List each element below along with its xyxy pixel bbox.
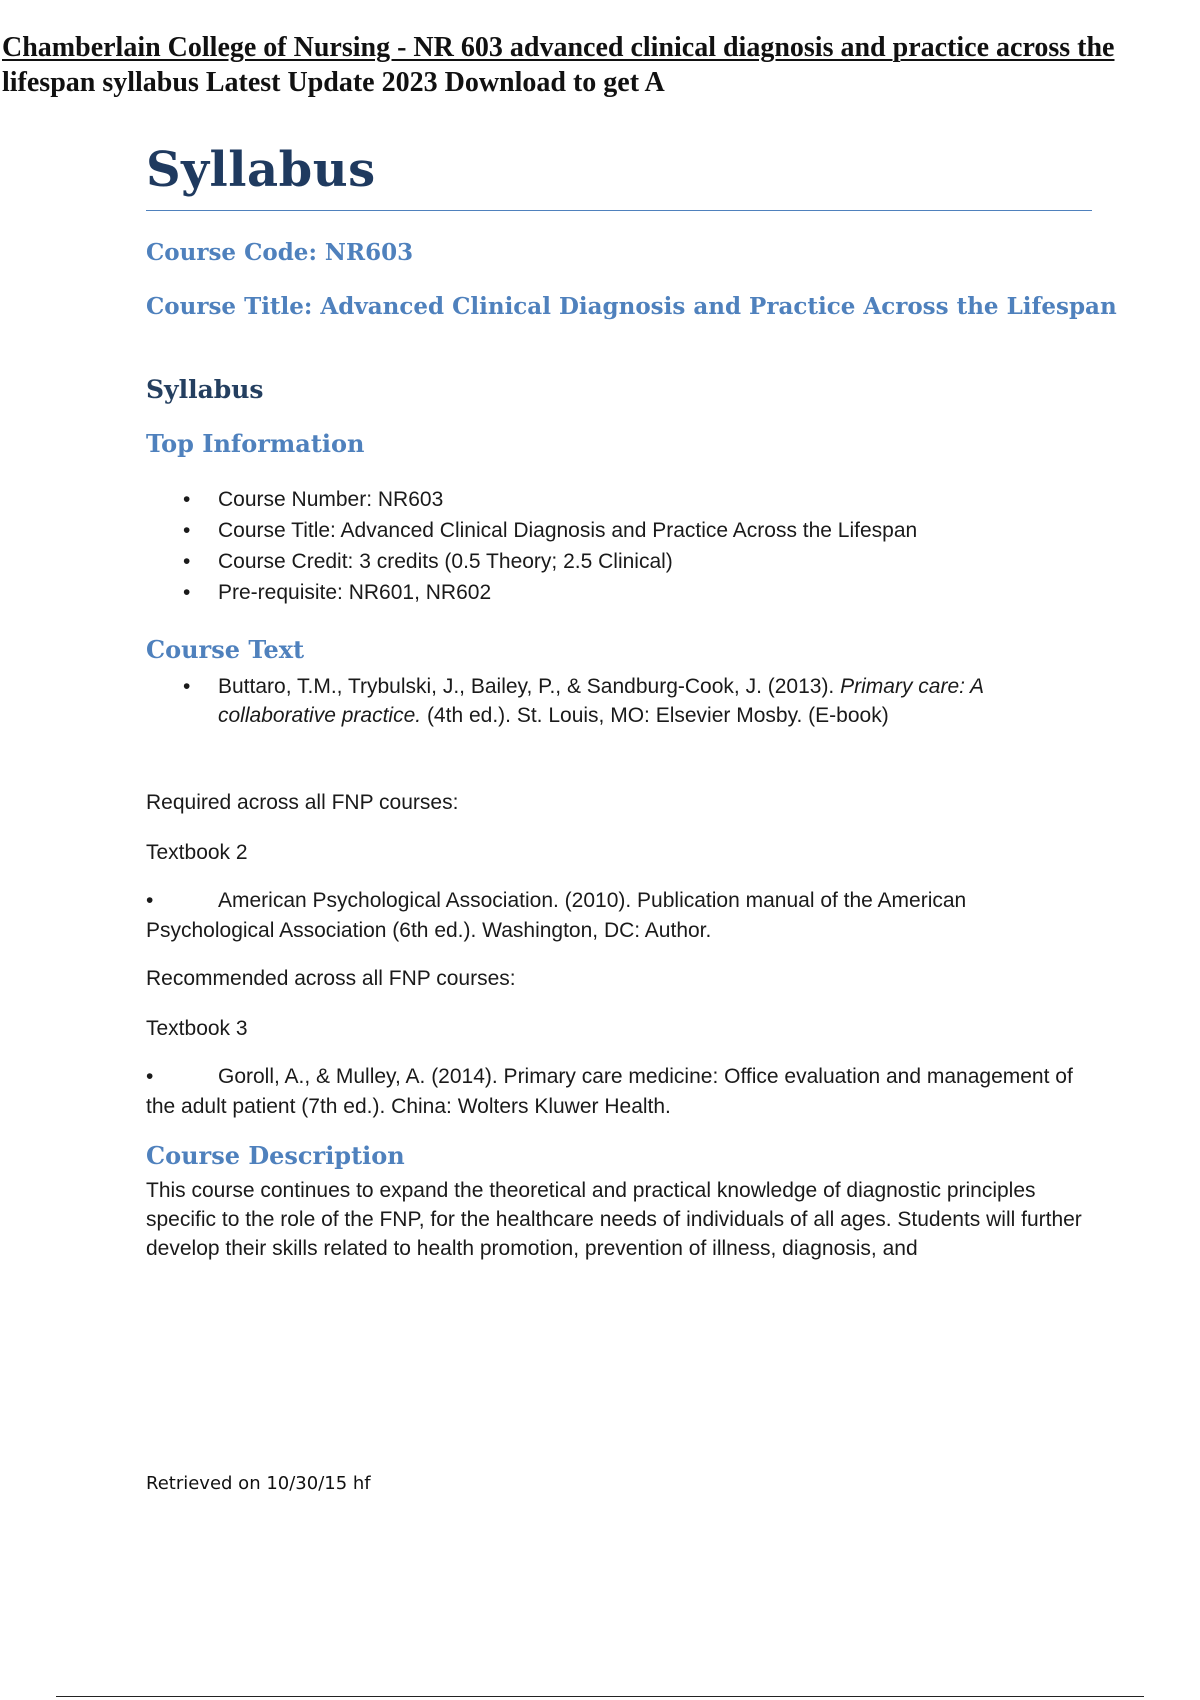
- list-item: [146, 672, 1092, 730]
- citation-prefix: Buttaro, T.M., Trybulski, J., Bailey, P., & Sandburg-Cook, J. (2013).: [218, 675, 841, 698]
- list-item: [146, 546, 1092, 577]
- course-description-text: This course continues to expand the theoretical and practical knowledge of diagnostic principles specific to the role of the FNP, for the healthcare needs of individuals of all ages. Students will further develop their skills related to health promotion, prevention of illness, diagnosis, and: [146, 1179, 1082, 1260]
- bullet-icon: •: [183, 488, 191, 511]
- bullet-icon: •: [183, 581, 191, 604]
- bullet-icon: •: [183, 675, 191, 698]
- syllabus-section-heading: Syllabus: [146, 375, 264, 404]
- list-item: [146, 577, 1092, 608]
- page-bottom-divider: [56, 1696, 1144, 1697]
- retrieved-note: Retrieved on 10/30/15 hf: [146, 1473, 371, 1494]
- course-title-subtitle: Course Title: Advanced Clinical Diagnosis and Practice Across the Lifespan: [146, 293, 1117, 320]
- bullet-icon: •: [146, 1065, 154, 1088]
- header-title-line-2: lifespan syllabus Latest Update 2023 Download to get A: [2, 67, 665, 98]
- list-item: [146, 515, 1092, 546]
- list-item-text: Course Title: Advanced Clinical Diagnosis and Practice Across the Lifespan: [218, 519, 918, 542]
- list-item-text: Course Credit: 3 credits (0.5 Theory; 2.5 Clinical): [218, 550, 673, 573]
- bullet-icon: •: [146, 889, 154, 912]
- textbook-3-label: Textbook 3: [146, 1017, 248, 1040]
- course-code-subtitle: Course Code: NR603: [146, 239, 414, 266]
- list-item-text: Course Number: NR603: [218, 488, 444, 511]
- syllabus-title: Syllabus: [146, 140, 1092, 211]
- textbook-2-reference: [146, 886, 1092, 946]
- document-header: [2, 30, 1198, 100]
- recommended-courses-label: Recommended across all FNP courses:: [146, 967, 516, 990]
- syllabus-page: [146, 140, 1117, 1263]
- course-text-heading: Course Text: [146, 635, 305, 664]
- bullet-icon: •: [183, 519, 191, 542]
- textbook-3-reference: [146, 1062, 1092, 1122]
- course-description-heading: Course Description: [146, 1141, 405, 1170]
- list-item: [146, 484, 1092, 515]
- bullet-icon: •: [183, 550, 191, 573]
- top-information-list: [146, 484, 1092, 608]
- header-title-line-1: Chamberlain College of Nursing - NR 603 advanced clinical diagnosis and practice across the: [2, 32, 1115, 63]
- textbook-2-label: Textbook 2: [146, 841, 248, 864]
- list-item-text: Pre-requisite: NR601, NR602: [218, 581, 492, 604]
- required-courses-label: Required across all FNP courses:: [146, 791, 459, 814]
- top-information-heading: Top Information: [146, 429, 365, 458]
- citation-suffix: (4th ed.). St. Louis, MO: Elsevier Mosby. (E-book): [421, 704, 889, 727]
- course-text-list: [146, 672, 1092, 730]
- textbook-2-reference-text: American Psychological Association. (2010). Publication manual of the American Psychological Association (6th ed.). Washington, DC: Author.: [146, 889, 967, 942]
- citation-book-title: Primary care: A collaborative practice.: [218, 675, 984, 727]
- textbook-3-reference-text: Goroll, A., & Mulley, A. (2014). Primary care medicine: Office evaluation and management of the adult patient (7th ed.). China: Wolters Kluwer Health.: [146, 1065, 1073, 1118]
